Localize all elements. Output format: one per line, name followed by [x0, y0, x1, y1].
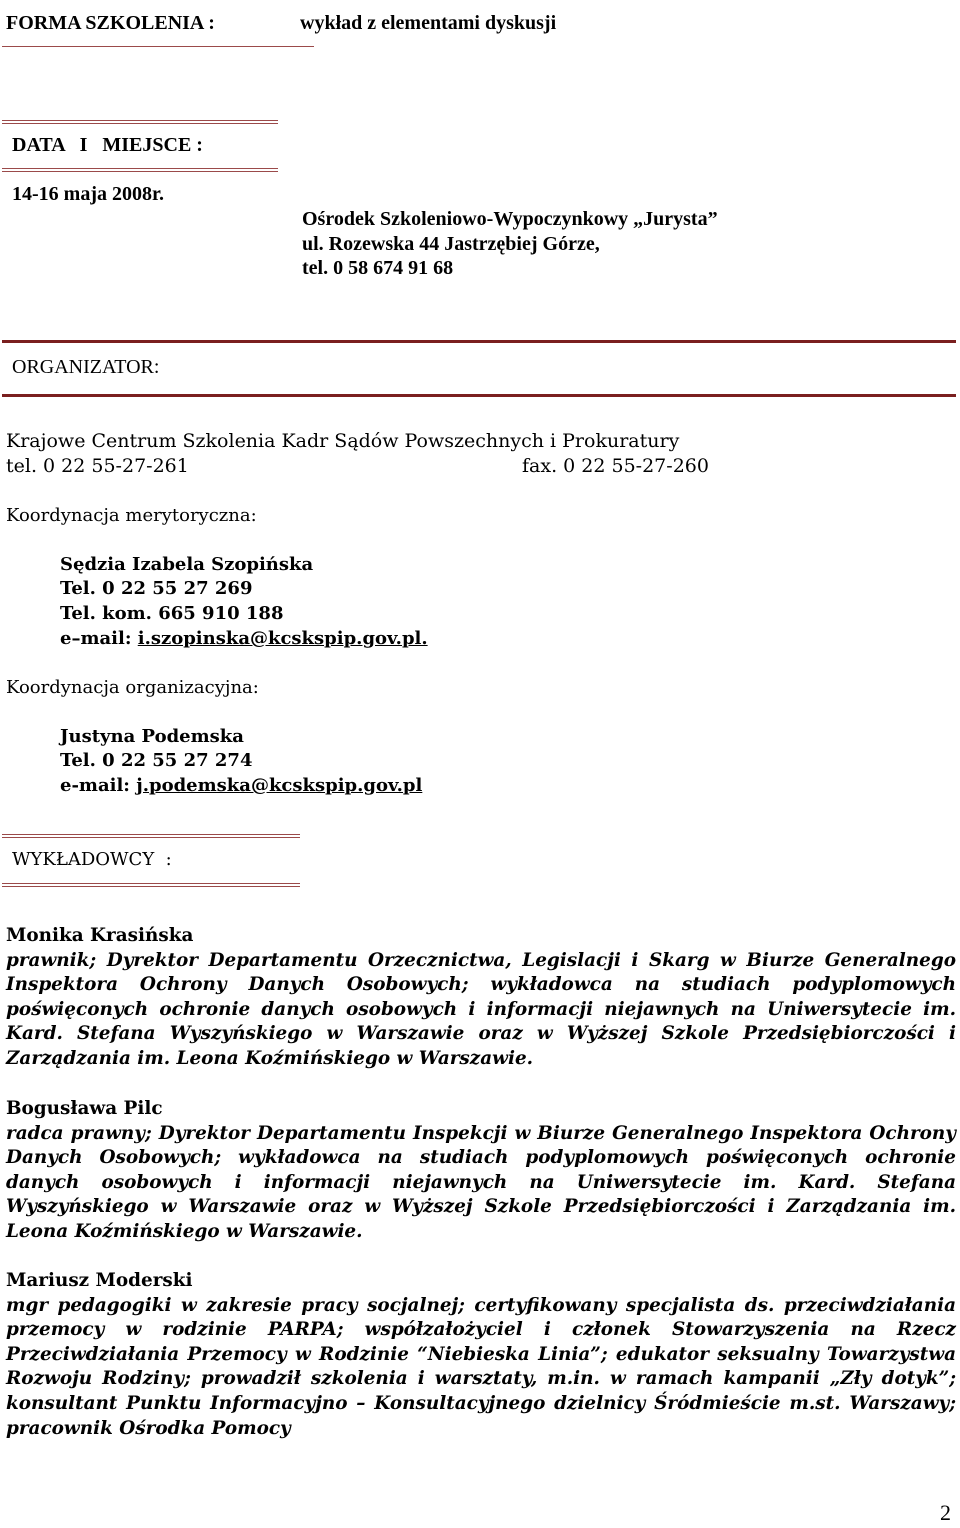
page-number: 2 — [940, 1500, 951, 1525]
organizacyjna-email-link[interactable]: j.podemska@kcskspip.gov.pl — [136, 775, 423, 796]
lecturer-bio: prawnik; Dyrektor Departamentu Orzecznictwa, Legislacji i Skarg w Biurze Generalnego Inspektora Ochrony Danych Osobowych; wykładowca na studiach podyplomowych poświęconych ochronie danych osobowych i informacji niejawnych na Uniwersytecie im. Kard. Stefana Wyszyńskiego w Warszawie oraz w Wyższej Szkole Przedsiębiorczości i Zarządzania im. Leona Koźmińskiego w Warszawie. — [6, 949, 956, 1069]
lecturer-block — [6, 1269, 956, 1441]
lecturer-bio: mgr pedagogiki w zakresie pracy socjalnej; certyfikowany specjalista ds. przeciwdziałania przemocy w rodzinie PARPA; współzałożyciel i członek Stowarzyszenia na Rzecz Przeciwdziałania Przemocy w Rodzinie “Niebieska Linia”; edukator seksualny Towarzystwa Rozwoju Rodziny; prowadził szkolenia i warsztaty, m.in. w ramach kampanii „Zły dotyk”; konsultant Punktu Informacyjno – Konsultacyjnego dzielnicy Śródmieście m.st. Warszawy; pracownik Ośrodka Pomocy — [6, 1294, 956, 1439]
lecturer-block — [6, 1097, 956, 1245]
venue-line3: tel. 0 58 674 91 68 — [302, 257, 454, 279]
organizer-tel: tel. 0 22 55-27-261 — [6, 455, 189, 477]
venue-line1: Ośrodek Szkoleniowo-Wypoczynkowy „Jurysta” — [302, 208, 718, 230]
lecturer-block — [6, 924, 956, 1072]
forma-underline — [2, 46, 314, 47]
organizer-name: Krajowe Centrum Szkolenia Kadr Sądów Powszechnych i Prokuratury — [6, 430, 680, 452]
merytoryczna-email-row — [60, 628, 428, 649]
lecturer-bio: radca prawny; Dyrektor Departamentu Inspekcji w Biurze Generalnego Inspektora Ochrony Danych Osobowych; wykładowca na studiach podyplomowych poświęconych ochronie danych osobowych i informacji niejawnych na Uniwersytecie im. Kard. Stefana Wyszyńskiego w Warszawie oraz w Wyższej Szkole Przedsiębiorczości i Zarządzania im. Leona Koźmińskiego w Warszawie. — [6, 1122, 956, 1242]
lecturer-name: Monika Krasińska — [6, 925, 194, 946]
forma-value: wykład z elementami dyskusji — [300, 12, 557, 34]
merytoryczna-email-prefix: e–mail: — [60, 628, 138, 649]
data-rule-bottom — [2, 168, 278, 172]
merytoryczna-email-link[interactable]: i.szopinska@kcskspip.gov.pl. — [137, 628, 428, 649]
organizator-rule-top — [2, 340, 956, 343]
merytoryczna-tel: Tel. 0 22 55 27 269 — [60, 578, 253, 599]
organizacyjna-email-row — [60, 775, 422, 796]
organizator-label: ORGANIZATOR: — [12, 356, 160, 378]
organizacyjna-tel: Tel. 0 22 55 27 274 — [60, 750, 253, 771]
organizer-fax: fax. 0 22 55-27-260 — [522, 455, 709, 477]
venue-line2: ul. Rozewska 44 Jastrzębiej Górze, — [302, 233, 600, 255]
koordynacja-organizacyjna-label: Koordynacja organizacyjna: — [6, 677, 259, 698]
merytoryczna-kom: Tel. kom. 665 910 188 — [60, 603, 284, 624]
koordynacja-merytoryczna-label: Koordynacja merytoryczna: — [6, 505, 257, 526]
data-rule-top — [2, 120, 278, 124]
wykladowcy-rule-top — [2, 834, 300, 838]
organizator-rule-bottom — [2, 394, 956, 397]
forma-label: FORMA SZKOLENIA : — [6, 12, 215, 34]
organizacyjna-name: Justyna Podemska — [60, 726, 244, 747]
merytoryczna-name: Sędzia Izabela Szopińska — [60, 554, 314, 575]
date-text: 14-16 maja 2008r. — [12, 183, 165, 205]
wykladowcy-rule-bottom — [2, 883, 300, 887]
data-miejsce-label: DATA I MIEJSCE : — [12, 134, 203, 156]
lecturer-name: Bogusława Pilc — [6, 1098, 163, 1119]
wykladowcy-label: WYKŁADOWCY : — [12, 849, 172, 870]
organizacyjna-email-prefix: e-mail: — [60, 775, 137, 796]
lecturer-name: Mariusz Moderski — [6, 1270, 193, 1291]
